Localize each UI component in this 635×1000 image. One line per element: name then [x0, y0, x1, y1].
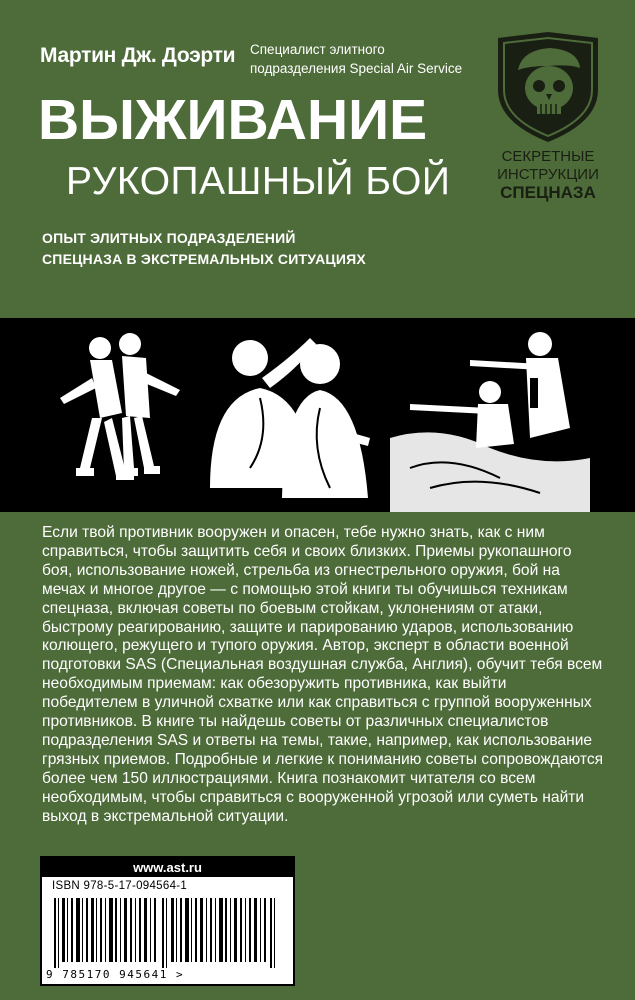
badge-text	[478, 148, 618, 202]
publisher-site[interactable]: www.ast.ru	[42, 858, 293, 877]
isbn-text: ISBN 978-5-17-094564-1	[52, 880, 188, 892]
book-title-main: ВЫЖИВАНИЕ	[38, 88, 428, 152]
author-desc-line1: Специалист элитного	[250, 42, 385, 57]
soldiers-illustration	[390, 318, 590, 512]
badge-line1: СЕКРЕТНЫЕ	[501, 148, 595, 165]
headlock-illustration	[200, 318, 380, 512]
book-title-sub: РУКОПАШНЫЙ БОЙ	[66, 160, 451, 203]
illustration-band	[0, 318, 635, 512]
badge-line2: ИНСТРУКЦИИ	[497, 166, 599, 183]
subtitle-line1: ОПЫТ ЭЛИТНЫХ ПОДРАЗДЕЛЕНИЙ	[42, 230, 296, 246]
fighters-illustration	[30, 318, 200, 512]
book-subtitle	[42, 228, 442, 270]
series-badge	[478, 30, 618, 220]
barcode-block	[40, 856, 295, 986]
description-text: Если твой противник вооружен и опасен, тебе нужно знать, как с ним справиться, чтобы защитить себя и своих близких. Приемы рукопашного боя, использование ножей, стрельба из огнестрельного оружия, бой на мечах и многое другое — с помощью этой книги ты обучишься техникам спецназа, включая советы по боевым стойкам, уклонениям от атаки, быстрому реагированию, защите и парированию ударов, использованию колющего, режущего и тупого оружия. Автор, эксперт в области военной подготовки SAS (Специальная воздушная служба, Англия), обучит тебя всем необходимым приемам: как обезоружить противника, как выйти победителем в уличной схватке или как справиться с группой вооруженных противников. В книге ты найдешь советы от различных специалистов подразделения SAS и ответы на темы, такие, например, как использование грязных приемов. Подробные и легкие к пониманию советы сопровождаются более чем 150 иллюстрациями. Книга познакомит читателя со всем необходимым, чтобы справиться с вооруженной угрозой или суметь найти выход в экстремальной ситуации.	[42, 524, 604, 825]
badge-line3: СПЕЦНАЗА	[500, 183, 596, 202]
author-name: Мартин Дж. Доэрти	[40, 44, 236, 67]
barcode-bars	[50, 898, 286, 968]
skull-beret-icon	[492, 30, 604, 145]
author-desc-line2: подразделения Special Air Service	[250, 61, 463, 76]
barcode-digits: 9 785170 945641 >	[46, 968, 185, 981]
author-description	[250, 40, 480, 78]
subtitle-line2: СПЕЦНАЗА В ЭКСТРЕМАЛЬНЫХ СИТУАЦИЯХ	[42, 251, 366, 267]
